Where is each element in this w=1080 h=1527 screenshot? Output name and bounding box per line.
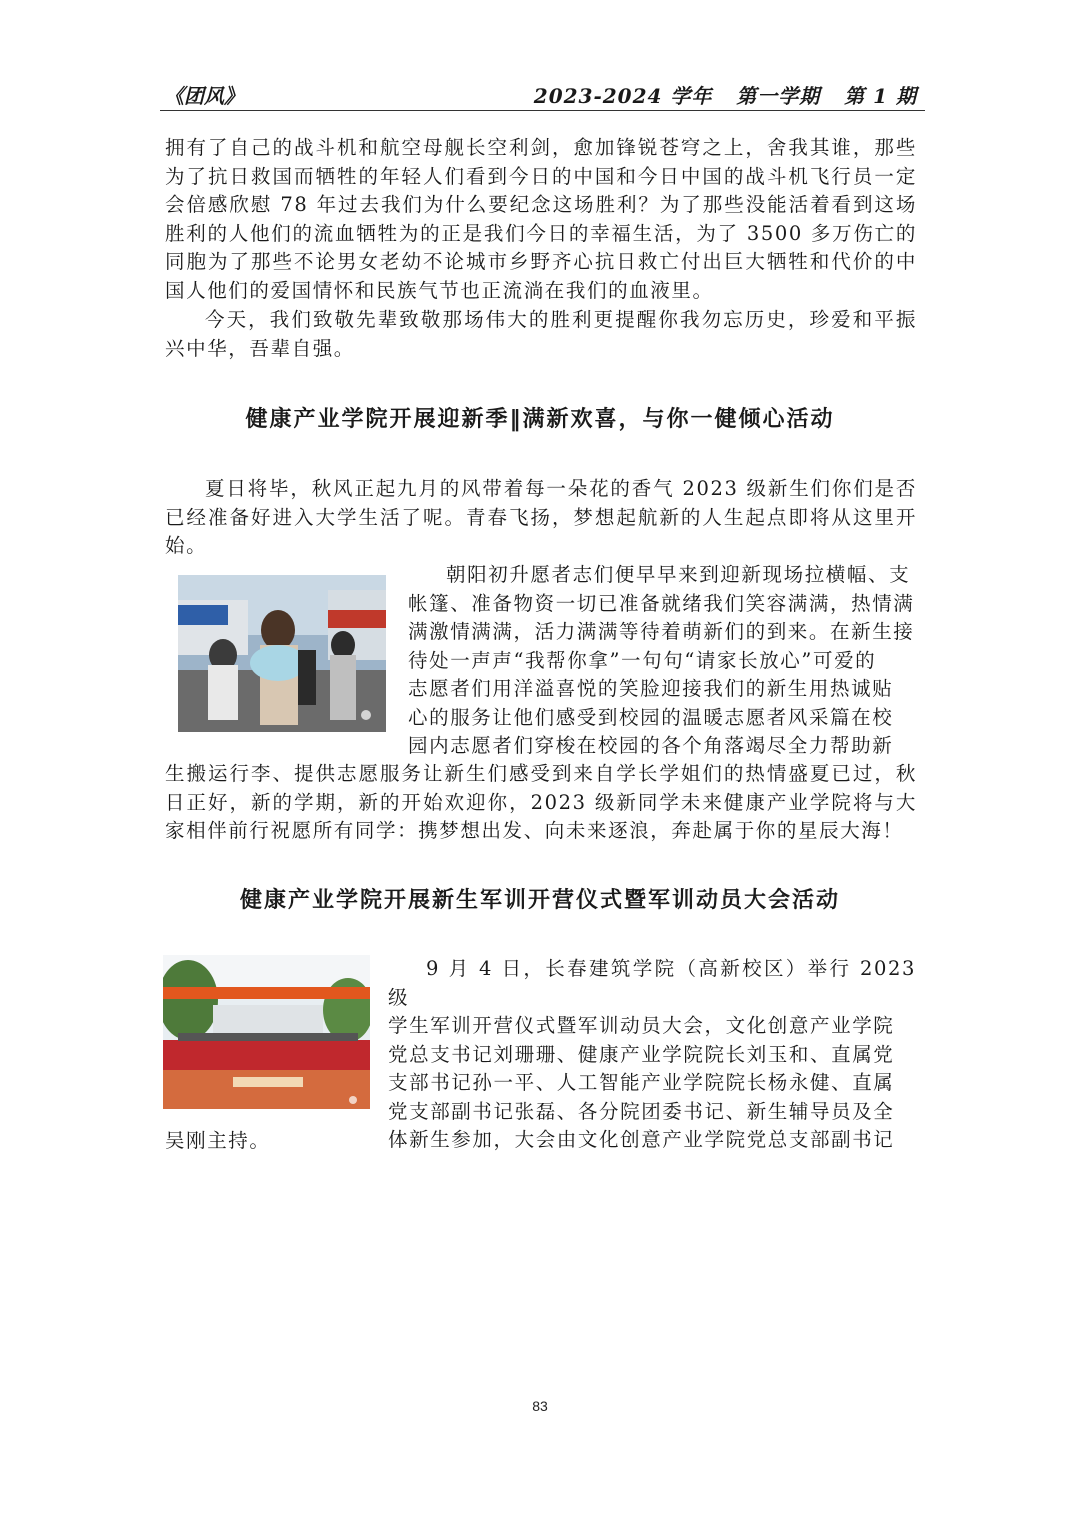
text-line: 体新生参加，大会由文化创意产业学院党总支部副书记 bbox=[388, 1128, 895, 1151]
body-paragraph: 夏日将毕，秋风正起九月的风带着每一朵花的香气 2023 级新生们你们是否已经准备好进入大学生活了呢。青春飞扬，梦想起航新的人生起点即将从这里开始。 bbox=[165, 477, 917, 557]
text-line: 满激情满满，活力满满等待着萌新们的到来。在新生接 bbox=[408, 620, 915, 643]
text-line: 党总支书记刘珊珊、健康产业学院院长刘玉和、直属党 bbox=[388, 1042, 895, 1066]
text-line: 9 月 4 日，长春建筑学院（高新校区）举行 2023 级 bbox=[388, 957, 916, 1009]
wrapped-paragraph bbox=[408, 561, 916, 761]
text-line: 志愿者们用洋溢喜悦的笑脸迎接我们的新生用热诚贴 bbox=[408, 677, 894, 700]
text-line: 党支部副书记张磊、各分院团委书记、新生辅导员及全 bbox=[388, 1099, 895, 1123]
text-line: 心的服务让他们感受到校园的温暖志愿者风采篇在校 bbox=[408, 705, 894, 729]
page-header bbox=[160, 76, 925, 111]
ceremony-photo bbox=[163, 955, 370, 1109]
text-line: 帐篷、准备物资一切已准备就绪我们笑容满满，热情满 bbox=[408, 591, 915, 615]
body-paragraph: 拥有了自己的战斗机和航空母舰长空利剑，愈加锋锐苍穹之上，舍我其谁，那些为了抗日救国而牺牲的年轻人们看到今日的中国和今日中国的战斗机飞行员一定会倍感欣慰 78 年过去我们为什么要纪念这场胜利？为了那些没能活着看到这场胜利的人他们的流血牺牲为的正是我们今日的幸福生活，为了 3500 多万伤亡的同胞为了那些不论男女老幼不论城市乡野齐心抗日救亡付出巨大牺牲和代价的中国人他们的爱国情怀和民族气节也正流淌在我们的血液里。 bbox=[165, 136, 917, 302]
body-paragraph: 今天，我们致敬先辈致敬那场伟大的胜利更提醒你我勿忘历史，珍爱和平振兴中华，吾辈自强。 bbox=[165, 308, 917, 360]
body-paragraph: 生搬运行李、提供志愿服务让新生们感受到来自学长学姐们的热情盛夏已过，秋日正好，新的学期，新的开始欢迎你，2023 级新同学未来健康产业学院将与大家相伴前行祝愿所有同学：携梦想出发、向未来逐浪，奔赴属于你的星辰大海！ bbox=[165, 762, 917, 842]
text-line: 支部书记孙一平、人工智能产业学院院长杨永健、直属 bbox=[388, 1071, 895, 1094]
section-title: 健康产业学院开展新生军训开营仪式暨军训动员大会活动 bbox=[239, 888, 840, 913]
page-number: 83 bbox=[532, 1398, 548, 1414]
text-line: 待处一声声“我帮你拿”一句句“请家长放心”可爱的 bbox=[408, 648, 877, 672]
publication-title: 《团风》 bbox=[164, 84, 244, 108]
text-line: 园内志愿者们穿梭在校园的各个角落竭尽全力帮助新 bbox=[408, 734, 894, 757]
body-paragraph: 吴刚主持。 bbox=[165, 1129, 271, 1152]
wrapped-paragraph bbox=[388, 955, 916, 1155]
text-line: 朝阳初升愿者志们便早早来到迎新现场拉横幅、支 bbox=[446, 563, 911, 586]
section-title: 健康产业学院开展迎新季‖满新欢喜，与你一健倾心活动 bbox=[245, 407, 835, 432]
welcome-event-photo bbox=[178, 575, 386, 732]
issue-info: 2023-2024 学年 第一学期 第 1 期 bbox=[533, 84, 917, 108]
text-line: 学生军训开营仪式暨军训动员大会，文化创意产业学院 bbox=[388, 1014, 895, 1037]
